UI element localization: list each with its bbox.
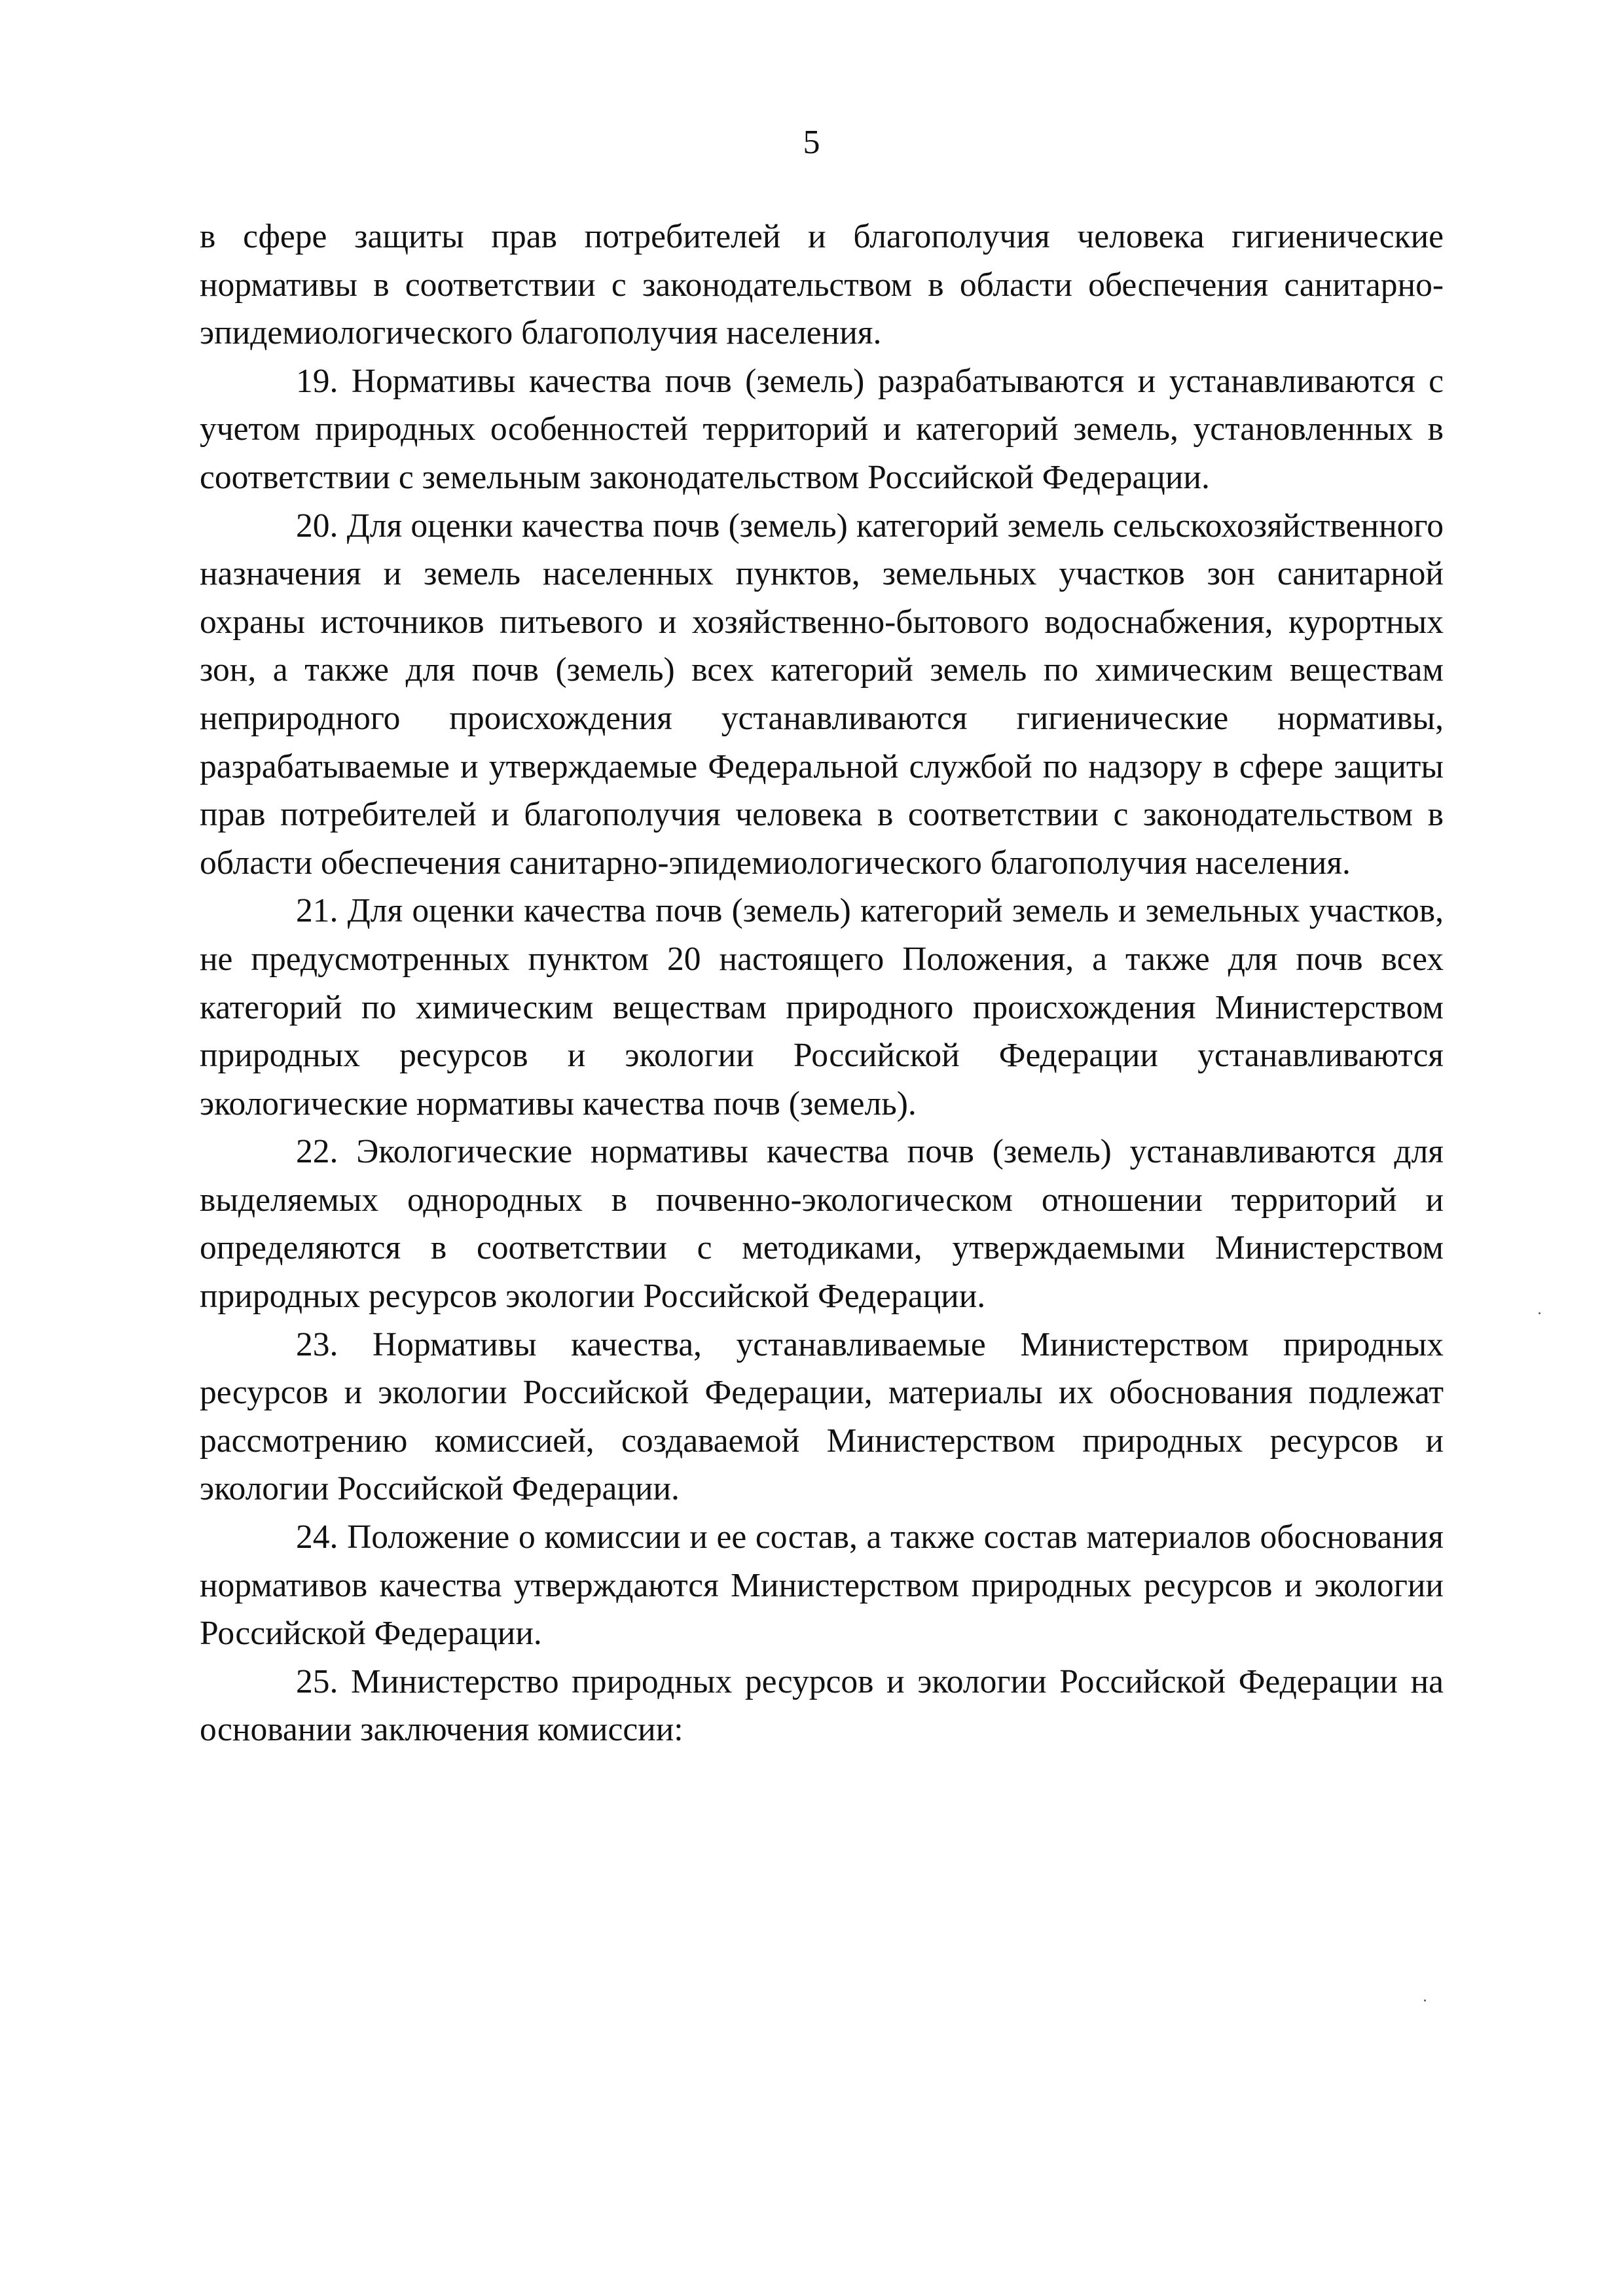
scan-speck: [1424, 2000, 1426, 2001]
paragraph-item-20: 20. Для оценки качества почв (земель) категорий земель сельскохозяйственного назначения и земель населенных пунктов, земельных участков зон санитарной охраны источников питьевого и хозяйственно-бытового водоснабжения, курортных зон, а также для почв (земель) всех категорий земель по химическим веществам неприродного происхождения устанавливаются гигиенические нормативы, разрабатываемые и утверждаемые Федеральной службой по надзору в сфере защиты прав потребителей и благополучия человека в соответствии с законодательством в области обеспечения санитарно-эпидемиологического благополучия населения.: [200, 507, 1444, 882]
paragraph-continuation: в сфере защиты прав потребителей и благополучия человека гигиенические нормативы в соответствии с законодательством в области обеспечения санитарно-эпидемиологического благополучия населения.: [200, 218, 1444, 352]
paragraph-item-23: 23. Нормативы качества, устанавливаемые Министерством природных ресурсов и экологии Российской Федерации, материалы их обоснования подлежат рассмотрению комиссией, создаваемой Министерством природных ресурсов и экологии Российской Федерации.: [200, 1325, 1444, 1508]
paragraph-item-22: 22. Экологические нормативы качества почв (земель) устанавливаются для выделяемых однородных в почвенно-экологическом отношении территорий и определяются в соответствии с методиками, утверждаемыми Министерством природных ресурсов экологии Российской Федерации.: [200, 1133, 1444, 1316]
paragraph-item-21: 21. Для оценки качества почв (земель) категорий земель и земельных участков, не предусмотренных пунктом 20 настоящего Положения, а также для почв всех категорий по химическим веществам природного происхождения Министерством природных ресурсов и экологии Российской Федерации устанавливаются экологические нормативы качества почв (земель).: [200, 892, 1444, 1122]
scan-speck: [1539, 1312, 1541, 1314]
paragraph-item-19: 19. Нормативы качества почв (земель) разрабатываются и устанавливаются с учетом природных особенностей территорий и категорий земель, установленных в соответствии с земельным законодательством Российской Федерации.: [200, 362, 1444, 496]
document-body: [200, 213, 1444, 1754]
paragraph-item-24: 24. Положение о комиссии и ее состав, а также состав материалов обоснования нормативов качества утверждаются Министерством природных ресурсов и экологии Российской Федерации.: [200, 1518, 1444, 1653]
paragraph-item-25: 25. Министерство природных ресурсов и экологии Российской Федерации на основании заключения комиссии:: [200, 1662, 1444, 1749]
page-number: 5: [803, 124, 820, 161]
